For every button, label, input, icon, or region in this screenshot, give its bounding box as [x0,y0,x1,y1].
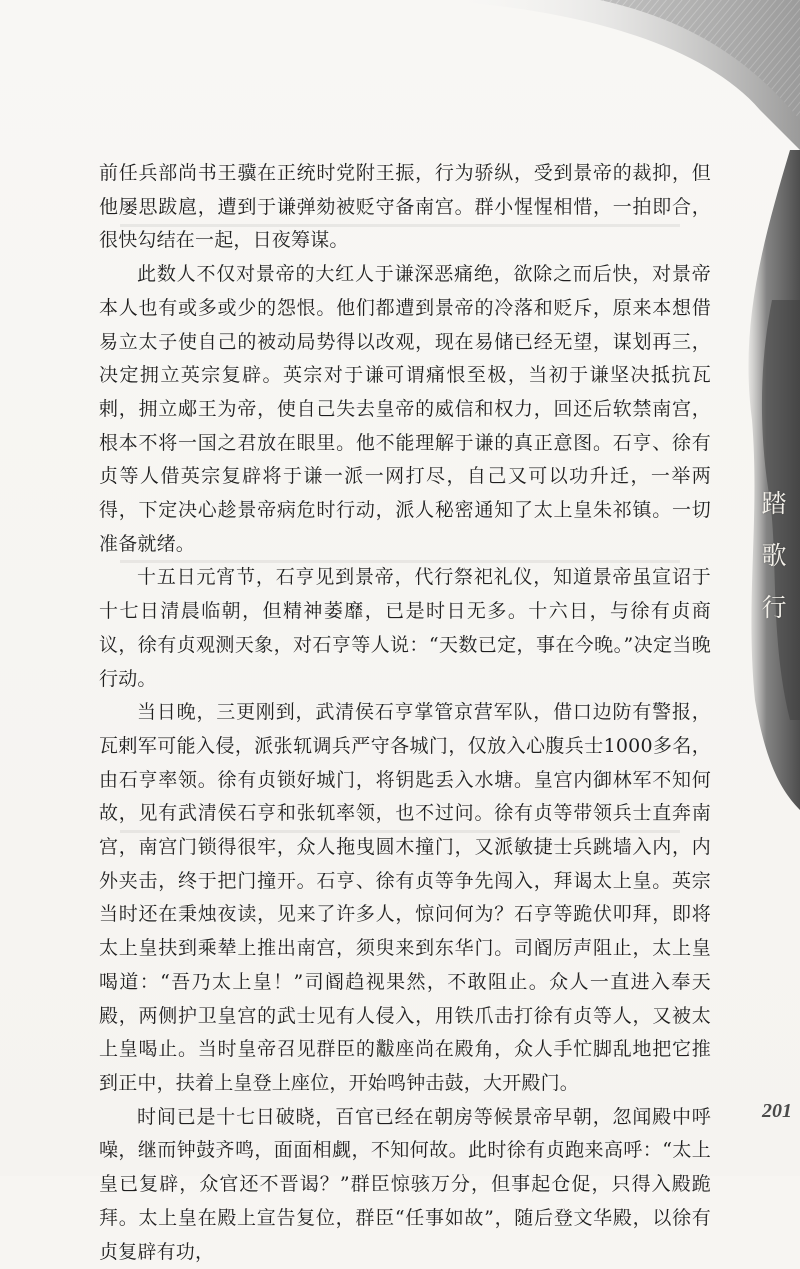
paragraph: 时间已是十七日破晓，百官已经在朝房等候景帝早朝，忽闻殿中呼噪，继而钟鼓齐鸣，面面相觑，不知何故。此时徐有贞跑来高呼：“太上皇已复辟，众官还不晋谒？”群臣惊骇万分，但事起仓促，只得入殿跪拜。太上皇在殿上宣告复位，群臣“任事如故”，随后登文华殿，以徐有贞复辟有功， [99,1105,711,1263]
page-number: 201 [762,1100,792,1122]
running-title-char: 歌 [761,541,787,570]
running-title-char: 行 [761,593,787,622]
paragraph: 当日晚，三更刚到，武清侯石亨掌管京营军队，借口边防有警报，瓦剌军可能入侵，派张𫐄调兵严守各城门，仅放入心腹兵士1000多名，由石亨率领。徐有贞锁好城门，将钥匙丢入水塘。皇宫内御林军不知何故，见有武清侯石亨和张𫐄率领，也不过问。徐有贞等带领兵士直奔南宫，南宫门锁得很牢，众人拖曳圆木撞门，又派敏捷士兵跳墙入内，内外夹击，终于把门撞开。石亨、徐有贞等争先闯入，拜谒太上皇。英宗当时还在秉烛夜读，见来了许多人，惊问何为？石亨等跪伏叩拜，即将太上皇扶到乘辇上推出南宫，须臾来到东华门。司阍厉声阻止，太上皇喝道：“吾乃太上皇！”司阍趋视果然，不敢阻止。众人一直进入奉天殿，两侧护卫皇宫的武士见有人侵入，用铁爪击打徐有贞等人，又被太上皇喝止。当时皇帝召见群臣的黻座尚在殿角，众人手忙脚乱地把它推到正中，扶着上皇登上座位，开始鸣钟击鼓，大开殿门。 [99,701,711,1094]
running-title [754,478,794,634]
running-title-char: 踏 [761,489,787,518]
paragraph: 此数人不仅对景帝的大红人于谦深恶痛绝，欲除之而后快，对景帝本人也有或多或少的怨恨。他们都遭到景帝的冷落和贬斥，原来本想借易立太子使自己的被动局势得以改观，现在易储已经无望，谋划再三，决定拥立英宗复辟。英宗对于谦可谓痛恨至极，当初于谦坚决抵抗瓦剌，拥立郕王为帝，使自己失去皇帝的威信和权力，回还后软禁南宫，根本不将一国之君放在眼里。他不能理解于谦的真正意图。石亨、徐有贞等人借英宗复辟将于谦一派一网打尽，自己又可以功升迁，一举两得，下定决心趁景帝病危时行动，派人秘密通知了太上皇朱祁镇。一切准备就绪。 [99,263,711,555]
paragraph: 前任兵部尚书王骥在正统时党附王振，行为骄纵，受到景帝的裁抑，但他屡思跋扈，遭到于谦弹劾被贬守备南宫。群小惺惺相惜，一拍即合，很快勾结在一起，日夜筹谋。 [99,162,711,252]
paragraph: 十五日元宵节，石亨见到景帝，代行祭祀礼仪，知道景帝虽宣诏于十七日清晨临朝，但精神萎靡，已是时日无多。十六日，与徐有贞商议，徐有贞观测天象，对石亨等人说：“天数已定，事在今晚。”决定当晚行动。 [99,566,711,690]
page-body-text [99,157,711,1269]
